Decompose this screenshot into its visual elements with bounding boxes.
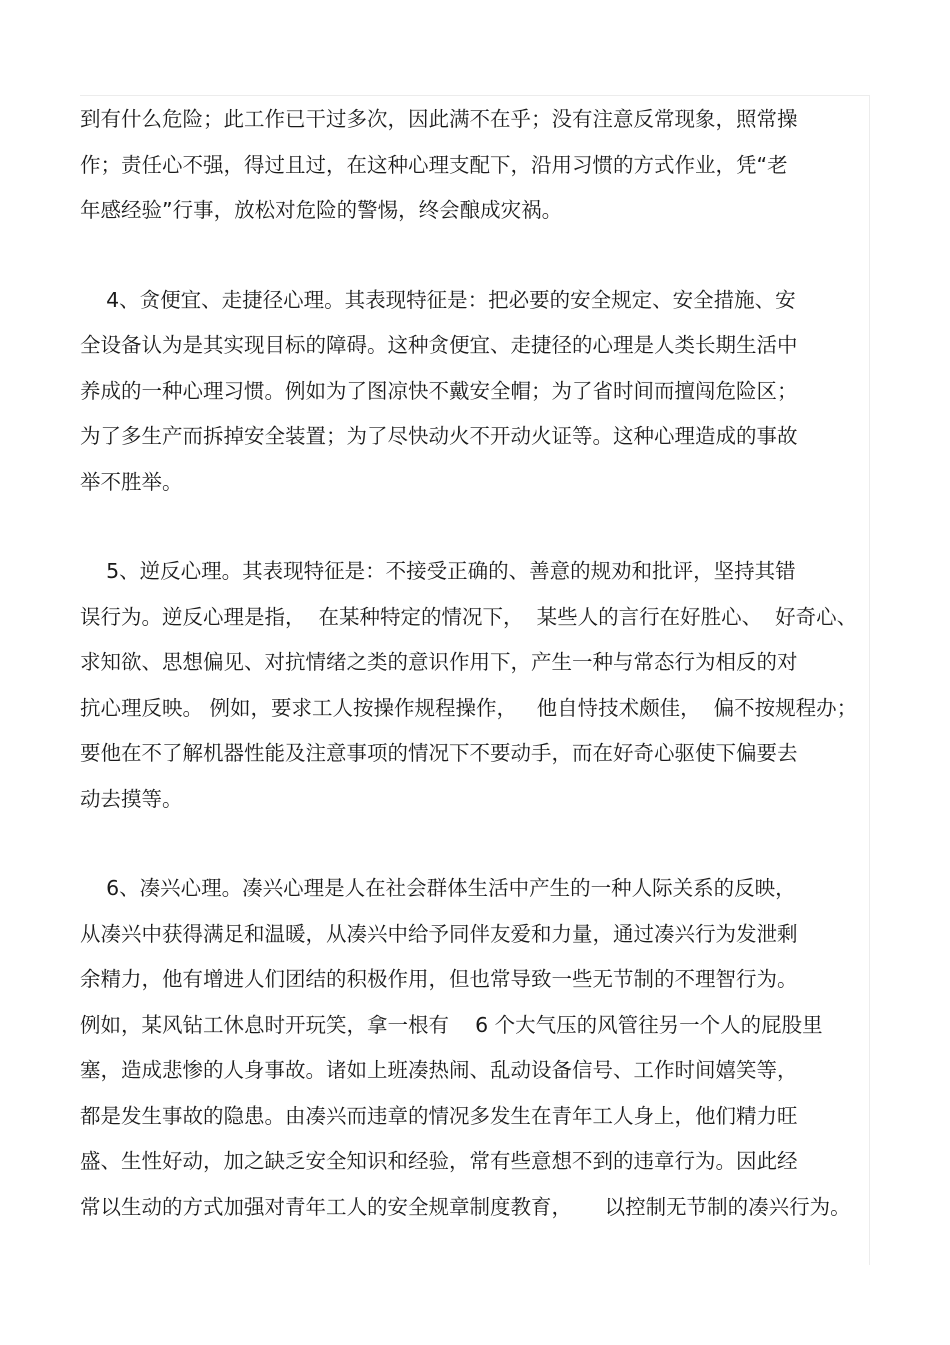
text-line: 例如，某风钻工休息时开玩笑，拿一根有 6 个大气压的风管往另一个人的屁股里 bbox=[80, 1012, 823, 1037]
paragraph-item-5 bbox=[80, 549, 870, 822]
text-line: 为了多生产而拆掉安全装置；为了尽快动火不开动火证等。这种心理造成的事故 bbox=[80, 424, 798, 448]
paragraph-continuation bbox=[80, 97, 870, 234]
text-line: 误行为。逆反心理是指， 在某种特定的情况下， 某些人的言行在好胜心、 好奇心、 bbox=[80, 604, 858, 629]
text-line: 5、逆反心理。其表现特征是：不接受正确的、善意的规劝和批评，坚持其错 bbox=[80, 559, 796, 583]
text-line: 动去摸等。 bbox=[80, 786, 183, 811]
text-line: 要他在不了解机器性能及注意事项的情况下不要动手，而在好奇心驱使下偏要去 bbox=[80, 741, 798, 765]
page-border-top bbox=[80, 95, 870, 96]
text-line: 举不胜举。 bbox=[80, 469, 183, 494]
document-body bbox=[80, 97, 870, 1230]
text-line: 盛、生性好动，加之缺乏安全知识和经验，常有些意想不到的违章行为。因此经 bbox=[80, 1149, 798, 1173]
text-line: 养成的一种心理习惯。例如为了图凉快不戴安全帽；为了省时间而擅闯危险区； bbox=[80, 378, 798, 403]
paragraph-item-4 bbox=[80, 278, 870, 506]
text-line: 作；责任心不强，得过且过，在这种心理支配下，沿用习惯的方式作业，凭“老 bbox=[80, 152, 788, 177]
text-line: 6、凑兴心理。凑兴心理是人在社会群体生活中产生的一种人际关系的反映， bbox=[80, 876, 796, 900]
text-line: 抗心理反映。 例如，要求工人按操作规程操作， 他自恃技术颇佳， 偏不按规程办； bbox=[80, 695, 858, 720]
text-line: 4、贪便宜、走捷径心理。其表现特征是：把必要的安全规定、安全措施、安 bbox=[80, 287, 796, 312]
text-line: 到有什么危险；此工作已干过多次，因此满不在乎；没有注意反常现象，照常操 bbox=[80, 107, 798, 131]
text-line: 求知欲、思想偏见、对抗情绪之类的意识作用下，产生一种与常态行为相反的对 bbox=[80, 650, 798, 674]
text-line: 从凑兴中获得满足和温暖，从凑兴中给予同伴友爱和力量，通过凑兴行为发泄剩 bbox=[80, 921, 798, 946]
text-line: 年感经验”行事，放松对危险的警惕，终会酿成灾祸。 bbox=[80, 198, 563, 222]
text-line: 常以生动的方式加强对青年工人的安全规章制度教育， 以控制无节制的凑兴行为。 bbox=[80, 1194, 851, 1219]
text-line: 余精力，他有增进人们团结的积极作用，但也常导致一些无节制的不理智行为。 bbox=[80, 967, 798, 991]
text-line: 全设备认为是其实现目标的障碍。这种贪便宜、走捷径的心理是人类长期生活中 bbox=[80, 333, 798, 357]
paragraph-item-6 bbox=[80, 866, 870, 1230]
text-line: 都是发生事故的隐患。由凑兴而违章的情况多发生在青年工人身上，他们精力旺 bbox=[80, 1103, 798, 1128]
text-line: 塞，造成悲惨的人身事故。诸如上班凑热闹、乱动设备信号、工作时间嬉笑等， bbox=[80, 1058, 798, 1082]
